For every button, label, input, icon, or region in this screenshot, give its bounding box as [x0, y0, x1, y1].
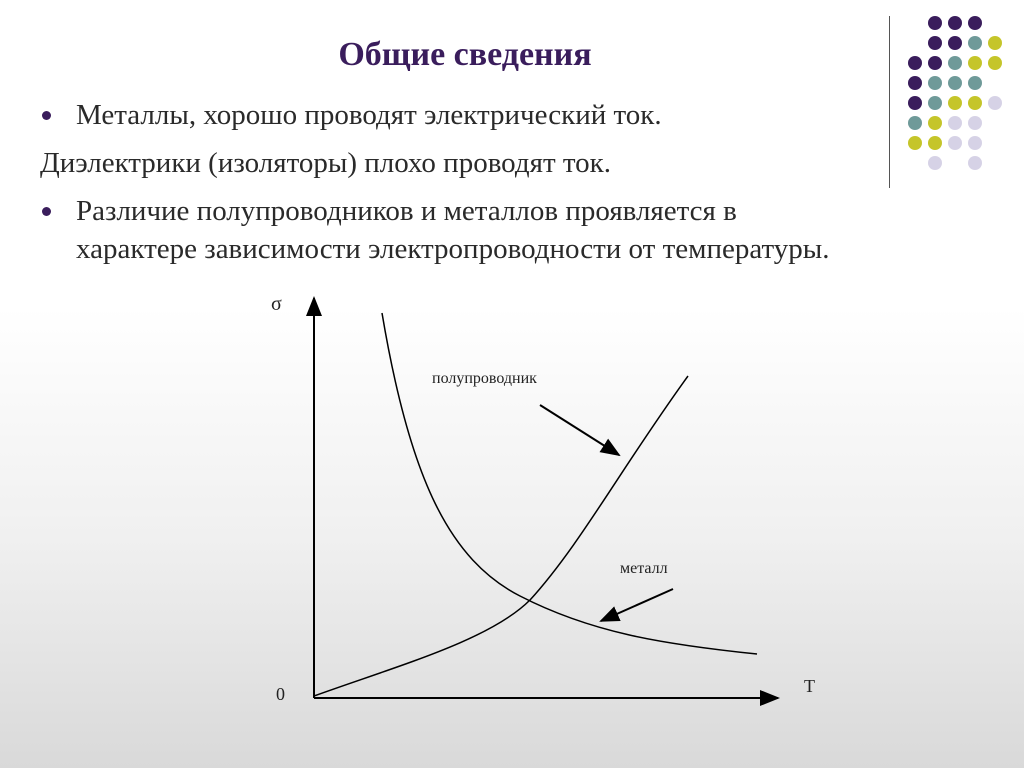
origin-label: 0 — [276, 684, 285, 704]
metal-pointer-arrow — [601, 589, 673, 621]
y-axis-label: σ — [271, 293, 282, 315]
metal-label: металл — [620, 560, 668, 577]
paragraph-text: Диэлектрики (изоляторы) плохо проводят ток. — [40, 147, 611, 179]
bullet-text-line-1: Различие полупроводников и металлов проявляется в — [76, 195, 737, 227]
x-axis-label: T — [804, 676, 815, 696]
semiconductor-pointer-arrow — [540, 405, 619, 455]
semiconductor-curve — [314, 376, 688, 696]
slide-title: Общие сведения — [338, 36, 592, 73]
bullet-text: Металлы, хорошо проводят электрический ток. — [76, 99, 662, 131]
metal-curve — [382, 313, 757, 654]
bullet-text-line-2: характере зависимости электропроводности от температуры. — [76, 233, 830, 265]
semiconductor-label: полупроводник — [432, 370, 537, 387]
